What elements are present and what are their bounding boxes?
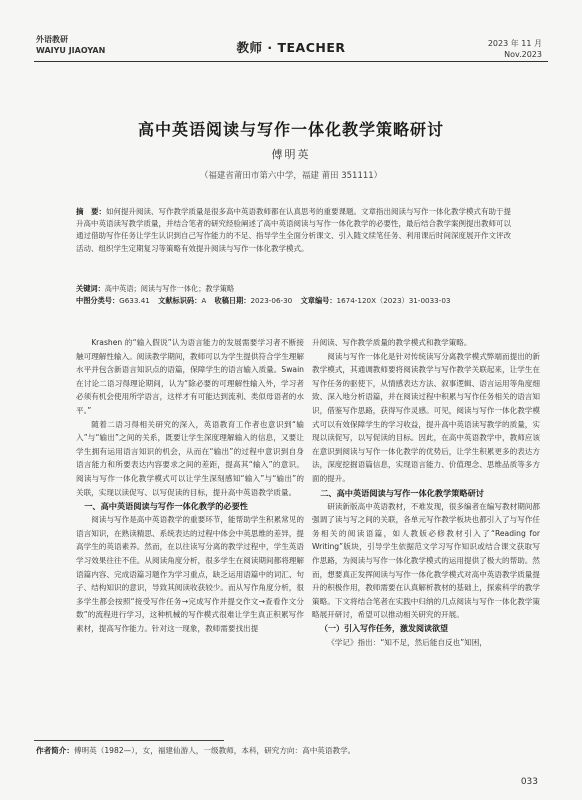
footnote-label: 作者简介： [36, 746, 74, 755]
paragraph: 随着二语习得相关研究的深入，英语教育工作者也意识到“输入”与“输出”之间的关系，既要让学生深度理解输入的信息，又要让学生拥有运用语言知识的机会，从而在“输出”的过程中意识到自身语言能力和所要表达内容要求之间的差距，提高其“输入”的意识。阅读与写作一体化教学模式可以让学生深刻感知“输入”与“输出”的关联，实现以读促写、以写促读的目标，提升高中英语教学质量。 [76, 419, 304, 497]
doc-code-value: A [201, 296, 207, 305]
paragraph: 阅读与写作是高中英语教学的重要环节，能帮助学生积累常见的语言知识，在熟读精思、系统表达的过程中体会中英思维的差异，提高学生的英语素养。然而，在以往读写分离的教学过程中，学生英语学习效果往往不佳。从阅读角度分析，很多学生在阅读期间都将理解语篇内容、完成语篇习题作为学习重点，缺乏运用语篇中的词汇、句子、结构知识的意识，导致其阅读收获较少。而从写作角度分析，很多学生都会按照“接受写作任务→完成写作并提交作文→查看作文分数”的流程进行学习，这种机械的写作模式很难让学生真正积累写作素材，提高写作能力。针对这一现象，教师需要找出提 [76, 515, 304, 633]
doc-code-label: 文献标识码： [158, 296, 202, 305]
issue-date-cn: 2023 年 11 月 [487, 39, 542, 48]
article-author: 傅明英 [271, 148, 311, 161]
paragraph: 升阅读、写作教学质量的教学模式和教学策略。 [312, 338, 472, 347]
received-label: 收稿日期： [214, 296, 251, 305]
author-affiliation: （福建省莆田市第六中学，福建 莆田 351111） [199, 171, 383, 181]
journal-name-en: WAIYU JIAOYAN [36, 46, 106, 55]
paragraph: Krashen 的“输入假说”认为语言能力的发展需要学习者不断接触可理解性输入。阅读教学期间，教师可以为学生提供符合学生理解水平并包含新语言知识点的语篇，保障学生的语言输入质量。Swain 在讨论二语习得理论期间，认为“除必要的可理解性输入外，学习者必须有机会使用所学语言，这样才有可能达到流利、类似母语者的水平。” [76, 338, 304, 415]
right-column [312, 336, 540, 649]
issue-date [488, 38, 542, 60]
clc-label: 中图分类号： [76, 296, 120, 305]
left-column [76, 336, 304, 635]
journal-name-cn: 外语教研 [36, 35, 68, 44]
article-title: 高中英语阅读与写作一体化教学策略研讨 [137, 120, 444, 139]
page-number: 033 [520, 777, 538, 787]
footnote-divider [34, 740, 224, 741]
keywords-text: 高中英语；阅读与写作一体化；教学策略 [104, 284, 235, 293]
issue-date-en: Nov.2023 [504, 50, 542, 59]
abstract [76, 206, 516, 255]
received-date: 2023-06-30 [250, 296, 293, 305]
section-heading: 二、高中英语阅读与写作一体化教学策略研讨 [320, 487, 484, 498]
article-number-label: 文章编号： [300, 296, 337, 305]
keywords [76, 283, 536, 295]
article-number: 1674-120X（2023）31-0033-03 [336, 296, 451, 305]
subsection-heading: （一）引入写作任务，激发阅读欲望 [320, 623, 448, 633]
paragraph: 《学记》指出：“知不足，然后能自反也”知困， [327, 637, 487, 647]
footnote-text: 傅明英（1982—），女，福建仙游人，一级教师，本科，研究方向：高中英语教学。 [73, 746, 356, 755]
paragraph: 研读新版高中英语教材，不难发现，很多编者在编写教材期间都强调了读与写之间的关联，各单元写作教学板块也都引入了与写作任务相关的阅读语篇，如人教版必修教材引入了“Reading for Writing”版块，引导学生依据范文学习写作知识或结合课文获取写作思路，为阅读与写作一体化教学模式的运用提供了极大的帮助。然而，想要真正发挥阅读与写作一体化教学模式对高中英语教学质量提升的积极作用，教师需要在认真解析教材的基础上，探索科学的教学策略。下文将结合笔者在实践中归纳的几点阅读与写作一体化教学策略展开研讨，希望可以推动相关研究的开展。 [312, 501, 540, 620]
running-header: 教师 · TEACHER [236, 40, 346, 55]
paragraph: 阅读与写作一体化是针对传统读写分离教学模式弊端而提出的新教学模式，其通调教师要将阅读教学与写作教学关联起来，让学生在写作任务的驱使下，从情感表达方法、叙事逻辑、语言运用等角度细致、深入地分析语篇，并在阅读过程中积累与写作任务相关的语言知识，借鉴写作思路，获得写作灵感。可见，阅读与写作一体化教学模式可以有效保障学生的学习收益，提升高中英语读写教学的质量，实现以读促写，以写促读的目标。因此，在高中英语教学中，教师应该在意识到阅读与写作一体化教学的优势后，让学生积累更多的表达方法，深度挖掘语篇信息，实现语言能力、价值理念、思维品质等多方面的提升。 [312, 351, 540, 483]
author-footnote [36, 745, 355, 756]
keywords-label: 关键词： [76, 284, 105, 293]
clc-value: G633.41 [119, 296, 150, 305]
section-heading: 一、高中英语阅读与写作一体化教学的必要性 [84, 501, 248, 512]
header-divider [34, 61, 548, 62]
article-meta [76, 283, 536, 307]
abstract-text: 如何提升阅读、写作教学质量是很多高中英语教师都在认真思考的重要课题。文章指出阅读与写作一体化教学模式有助于提升高中英语读写教学质量，并结合笔者的研究经验阐述了高中英语阅读与写作一体化教学的必要性，最后结合教学案例提出教师可以通过借助写作任务让学生认识到自己写作能力的不足、指导学生全面分析课文、引入随文续笔任务、利用课后时间深度展开作文评改活动、组织学生定期复习等策略有效提升阅读与写作一体化教学模式。 [76, 207, 511, 253]
abstract-label: 摘 要： [76, 207, 106, 216]
classification-line [76, 295, 536, 307]
